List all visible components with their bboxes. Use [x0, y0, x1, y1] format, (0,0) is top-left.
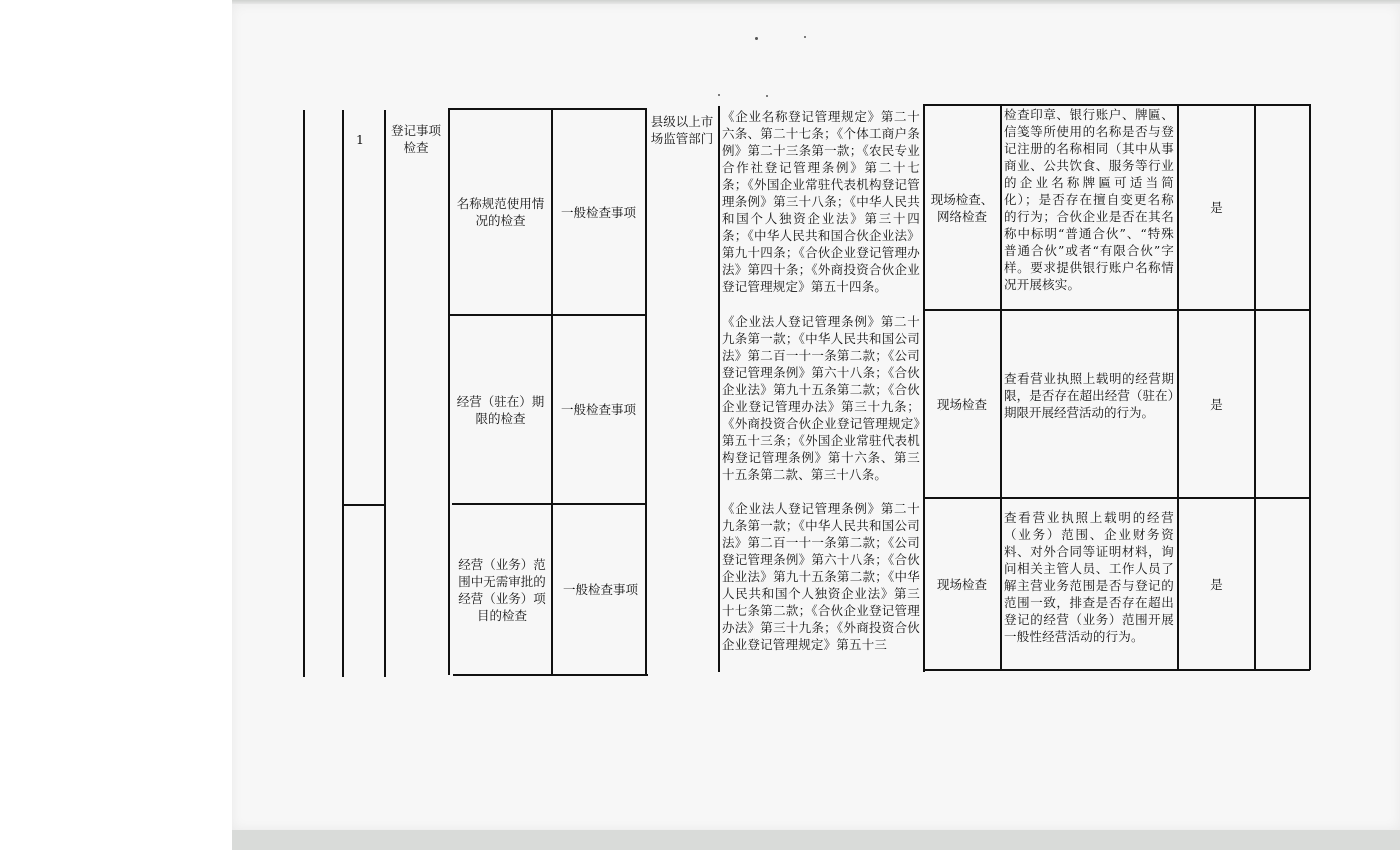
table-rule	[1254, 104, 1256, 670]
table-rule	[303, 110, 305, 677]
inspection-type: 一般检查事项	[560, 402, 636, 417]
scan-speck	[804, 36, 806, 38]
category-label: 登记事项检查	[390, 123, 441, 155]
department-label: 县级以上市场监管部门	[650, 114, 714, 146]
scan-speck	[755, 37, 758, 40]
legal-basis: 《企业名称登记管理规定》第二十六条、第二十七条；《个体工商户条例》第二十三条第一款；《农民专业合作社登记管理条例》第二十七条；《外国企业常驻代表机构登记管理条例》第三十八条；《中华人民共和国个人独资企业法》第三十四条；《中华人民共和国合伙企业法》第九十四条；《合伙企业登记管理办法》第四十条；《外商投资合伙企业登记管理规定》第五十四条。	[722, 109, 920, 294]
scan-speck	[718, 94, 720, 96]
inspection-item: 名称规范使用情况的检查	[456, 196, 545, 228]
legal-basis: 《企业法人登记管理条例》第二十九条第一款；《中华人民共和国公司法》第二百一十一条第二款；《公司登记管理条例》第六十八条；《合伙企业法》第九十五条第二款；《中华人民共和国个人独资企业法》第三十七条第二款；《合伙企业登记管理办法》第三十九条；《外商投资合伙企业登记管理规定》第五十三	[722, 501, 920, 652]
inspection-type: 一般检查事项	[562, 582, 638, 597]
applicable-flag: 是	[1210, 200, 1223, 215]
inspection-method: 现场检查	[936, 576, 987, 592]
inspection-content: 查看营业执照上载明的经营（业务）范围、企业财务资料、对外合同等证明材料，询问相关主管人员、工作人员了解主营业务范围是否与登记的范围一致，排查是否存在超出登记的经营（业务）范围开展一般性经营活动的行为。	[1004, 510, 1174, 644]
inspection-method: 现场检查、网络检查	[930, 191, 994, 224]
table-rule	[1309, 104, 1311, 670]
inspection-content: 查看营业执照上载明的经营期限，是否存在超出经营（驻在）期限开展经营活动的行为。	[1004, 371, 1174, 420]
table-rule	[448, 108, 450, 675]
scan-speck	[766, 95, 768, 97]
table-rule	[342, 504, 385, 506]
row-number: 1	[356, 132, 364, 147]
inspection-method: 现场检查	[936, 396, 987, 412]
inspection-item: 经营（业务）范围中无需审批的经营（业务）项目的检查	[458, 556, 546, 623]
legal-basis: 《企业法人登记管理条例》第二十九条第一款；《中华人民共和国公司法》第二百一十一条第二款；《公司登记管理条例》第六十八条；《合伙企业法》第九十五条第二款；《合伙企业登记管理办法》第三十九条；《外商投资合伙企业登记管理规定》第五十三条；《外国企业常驻代表机构登记管理条例》第十六条、第三十五条第二款、第三十八条。	[722, 314, 920, 482]
inspection-content: 检查印章、银行账户、牌匾、信笺等所使用的名称是否与登记注册的名称相同（其中从事商业、公共饮食、服务等行业的企业名称牌匾可适当简化）；是否存在擅自变更名称的行为；合伙企业是否在其名称中标明“普通合伙”、“特殊普通合伙”或者“有限合伙”字样。要求提供银行账户名称情况开展核实。	[1004, 107, 1174, 292]
table-rule	[342, 110, 344, 677]
applicable-flag: 是	[1210, 396, 1223, 412]
inspection-item: 经营（驻在）期限的检查	[456, 393, 545, 426]
scanner-bed-edge	[232, 830, 1400, 850]
table-rule	[384, 110, 386, 677]
table-rule	[925, 669, 1310, 671]
inspection-type: 一般检查事项	[560, 204, 636, 220]
applicable-flag: 是	[1210, 576, 1223, 592]
